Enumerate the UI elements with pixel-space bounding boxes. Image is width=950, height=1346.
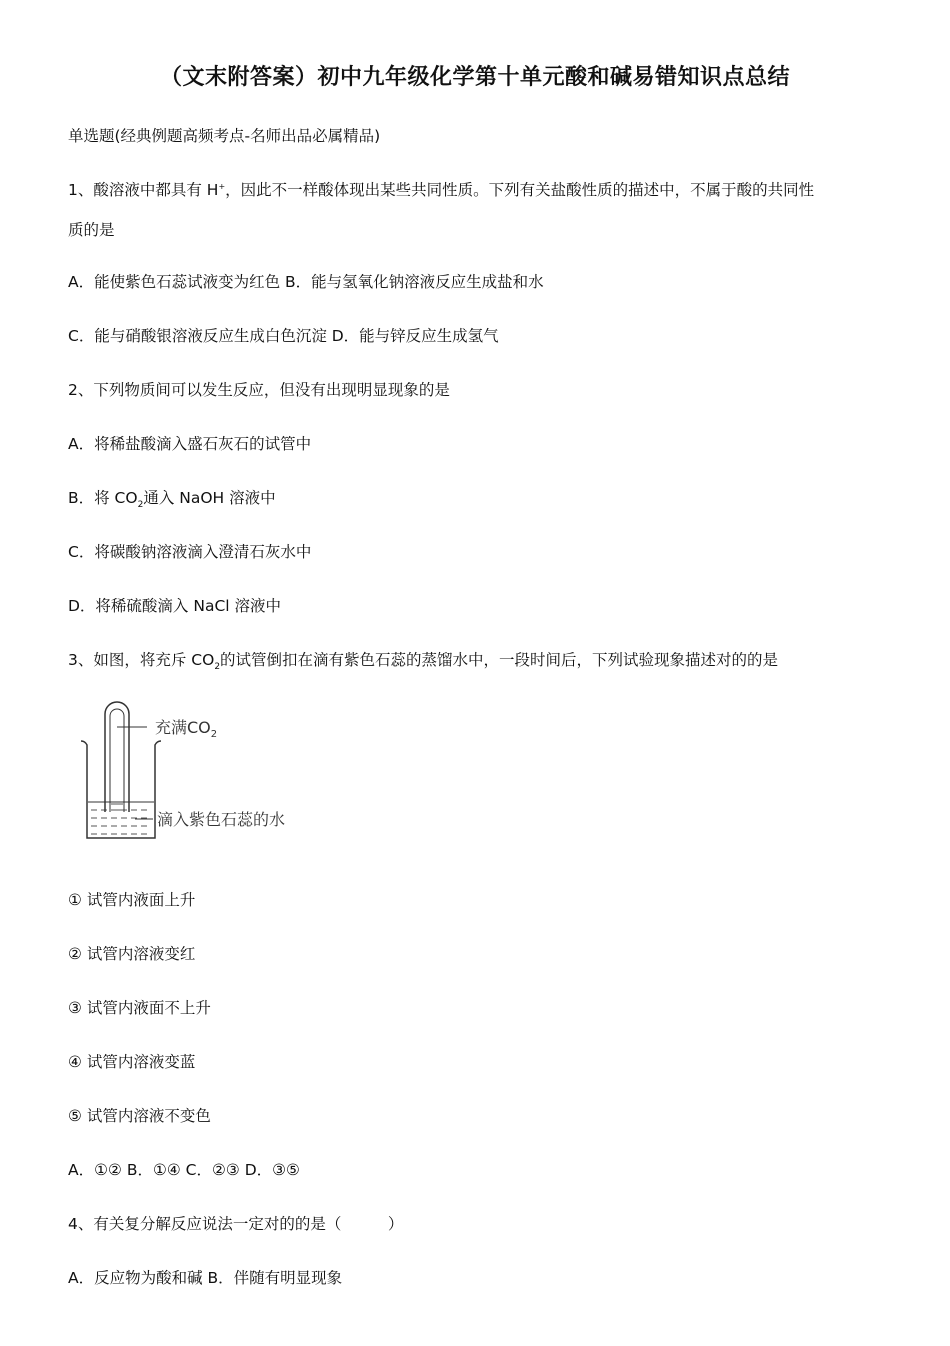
question-2-option-c: C．将碳酸钠溶液滴入澄清石灰水中 — [68, 543, 312, 561]
document-title: （文末附答案）初中九年级化学第十单元酸和碱易错知识点总结 — [159, 65, 790, 90]
question-3-item-4: ④ 试管内溶液变蓝 — [68, 1053, 196, 1071]
experiment-figure — [75, 700, 315, 850]
section-heading: 单选题(经典例题高频考点-名师出品必属精品) — [68, 127, 381, 145]
figure-label-co2: 充满$CO_2$ — [155, 718, 218, 740]
question-2-stem: 2、下列物质间可以发生反应，但没有出现明显现象的是 — [68, 381, 450, 399]
figure-label-water: 滴入紫色石蕊的水 — [157, 810, 286, 829]
question-3-item-5: ⑤ 试管内溶液不变色 — [68, 1107, 211, 1125]
question-2-option-b: B．将 $CO_2$通入 NaOH 溶液中 — [68, 489, 276, 511]
question-3-item-3: ③ 试管内液面不上升 — [68, 999, 211, 1017]
question-3-item-1: ① 试管内液面上升 — [68, 891, 196, 909]
question-4-options-ab: A．反应物为酸和碱 B．伴随有明显现象 — [68, 1269, 343, 1287]
question-1-options-cd: C．能与硝酸银溶液反应生成白色沉淀 D．能与锌反应生成氢气 — [68, 327, 499, 345]
test-tube-beaker-diagram — [75, 700, 315, 850]
question-1-stem: 1、酸溶液中都具有 H+，因此不一样酸体现出某些共同性质。下列有关盐酸性质的描述中，不属于酸的共同性 — [68, 181, 815, 199]
question-3-stem: 3、如图，将充斥 $CO_2$的试管倒扣在滴有紫色石蕊的蒸馏水中，一段时间后，下列试验现象描述对的的是 — [68, 651, 779, 673]
question-2-option-d: D．将稀硫酸滴入 NaCl 溶液中 — [68, 597, 282, 615]
question-1-options-ab: A．能使紫色石蕊试液变为红色 B．能与氢氧化钠溶液反应生成盐和水 — [68, 273, 544, 291]
question-2-option-a: A．将稀盐酸滴入盛石灰石的试管中 — [68, 435, 312, 453]
question-4-stem: 4、有关复分解反应说法一定对的的是（ ） — [68, 1215, 404, 1233]
question-3-item-2: ② 试管内溶液变红 — [68, 945, 196, 963]
question-3-options: A．①② B．①④ C．②③ D．③⑤ — [68, 1161, 300, 1179]
question-1-stem-cont: 质的是 — [68, 221, 115, 239]
